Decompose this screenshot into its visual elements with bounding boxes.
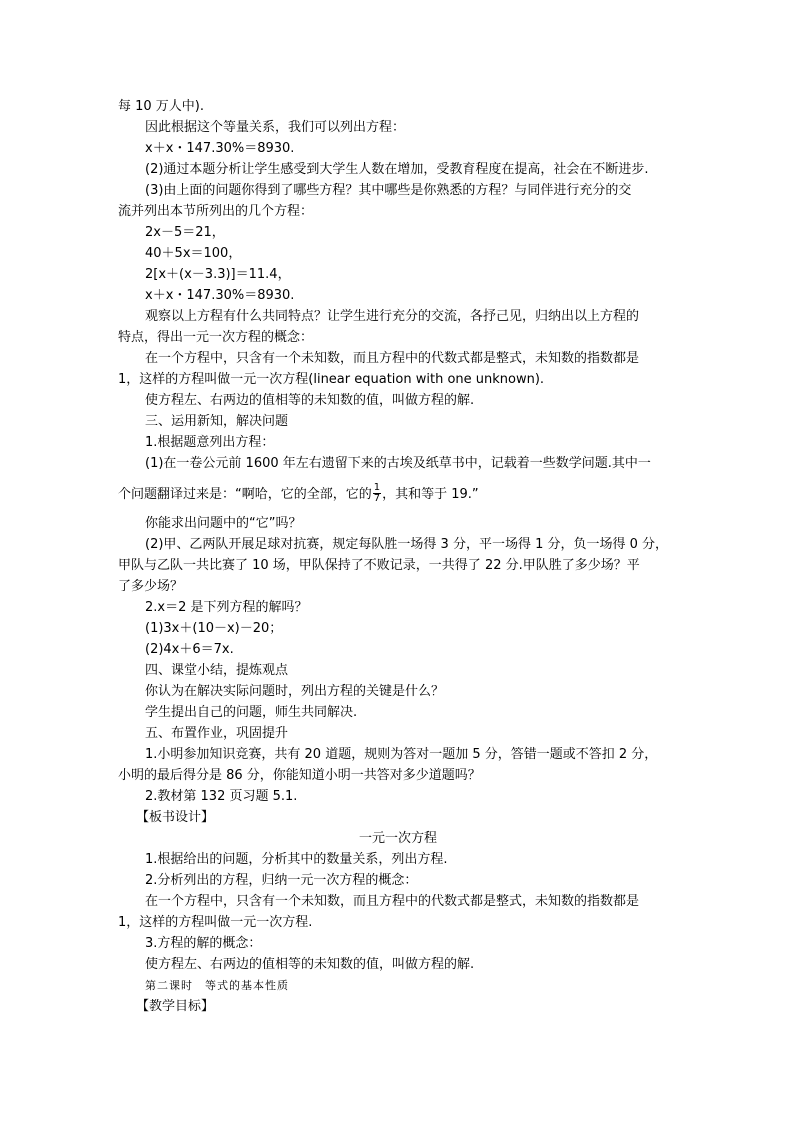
text-line: 3.方程的解的概念： [145, 936, 262, 951]
text-line: 了多少场？ [118, 579, 184, 594]
text-line: 1.根据给出的问题，分析其中的数量关系，列出方程. [145, 852, 448, 867]
fraction-denominator: 7 [373, 493, 381, 504]
text-line: 特点，得出一元一次方程的概念： [118, 330, 314, 345]
text-line: 甲队与乙队一共比赛了 10 场，甲队保持了不败记录，一共得了 22 分.甲队胜了多少场？平 [118, 558, 640, 573]
section-heading: 四、课堂小结，提炼观点 [145, 663, 289, 678]
text-line: (1)在一卷公元前 1600 年左右遗留下来的古埃及纸草书中，记载着一些数学问题.其中一 [145, 456, 651, 471]
teaching-goals-heading: 【教学目标】 [136, 999, 215, 1014]
text-line: 你能求出问题中的“它”吗？ [145, 516, 302, 531]
equation-line: 40＋5x＝100， [145, 246, 242, 261]
definition-line: 在一个方程中，只含有一个未知数，而且方程中的代数式都是整式，未知数的指数都是 [145, 351, 640, 366]
text-line: 2.教材第 132 页习题 5.1. [145, 789, 298, 804]
text-line: (2)通过本题分析让学生感受到大学生人数在增加，受教育程度在提高，社会在不断进步. [145, 162, 649, 177]
text-line: 2.x＝2 是下列方程的解吗？ [145, 600, 308, 615]
text-line: 你认为在解决实际问题时，列出方程的关键是什么？ [145, 684, 445, 699]
text-line: 使方程左、右两边的值相等的未知数的值，叫做方程的解. [145, 393, 475, 408]
fraction [373, 483, 381, 504]
section-heading: 五、布置作业，巩固提升 [145, 726, 289, 741]
board-title: 一元一次方程 [358, 831, 437, 846]
section-heading: 三、运用新知，解决问题 [145, 414, 289, 429]
equation-line: x＋x・147.30%＝8930. [145, 141, 295, 156]
definition-line: 在一个方程中，只含有一个未知数，而且方程中的代数式都是整式，未知数的指数都是 [145, 894, 640, 909]
text-line: 每 10 万人中). [118, 99, 205, 114]
text-line: 1.根据题意列出方程： [145, 435, 275, 450]
definition-line: 1，这样的方程叫做一元一次方程(linear equation with one unknown). [118, 372, 545, 387]
fraction-numerator: 1 [373, 482, 381, 493]
text-segment: ，其和等于 19.” [382, 487, 479, 502]
text-line: 因此根据这个等量关系，我们可以列出方程： [145, 120, 406, 135]
text-line: 2.分析列出的方程，归纳一元一次方程的概念： [145, 873, 418, 888]
equation-line: (2)4x＋6＝7x. [145, 642, 234, 657]
text-line: 使方程左、右两边的值相等的未知数的值，叫做方程的解. [145, 957, 475, 972]
equation-line: 2x－5＝21， [145, 225, 225, 240]
equation-line: 2[x＋(x－3.3)]＝11.4， [145, 267, 291, 282]
text-line: 流并列出本节所列出的几个方程： [118, 204, 314, 219]
text-line: 观察以上方程有什么共同特点？让学生进行充分的交流，各抒己见，归纳出以上方程的 [145, 309, 640, 324]
text-line: 学生提出自己的问题，师生共同解决. [145, 705, 358, 720]
text-line: (3)由上面的问题你得到了哪些方程？其中哪些是你熟悉的方程？与同伴进行充分的交 [145, 183, 632, 198]
text-line: 1.小明参加知识竞赛，共有 20 道题，规则为答对一题加 5 分，答错一题或不答扣 2 分， [145, 747, 658, 762]
text-line: (2)甲、乙两队开展足球对抗赛，规定每队胜一场得 3 分，平一场得 1 分，负一场得 0 分， [145, 537, 669, 552]
text-line: 小明的最后得分是 86 分，你能知道小明一共答对多少道题吗？ [118, 768, 481, 783]
lesson-title: 第二课时 等式的基本性质 [145, 979, 289, 992]
text-segment: 个问题翻译过来是：“啊哈，它的全部，它的 [118, 487, 372, 502]
equation-line: (1)3x＋(10－x)－20； [145, 621, 283, 636]
text-line-with-fraction [118, 484, 688, 505]
board-design-heading: 【板书设计】 [136, 810, 215, 825]
equation-line: x＋x・147.30%＝8930. [145, 288, 295, 303]
definition-line: 1，这样的方程叫做一元一次方程. [118, 915, 313, 930]
